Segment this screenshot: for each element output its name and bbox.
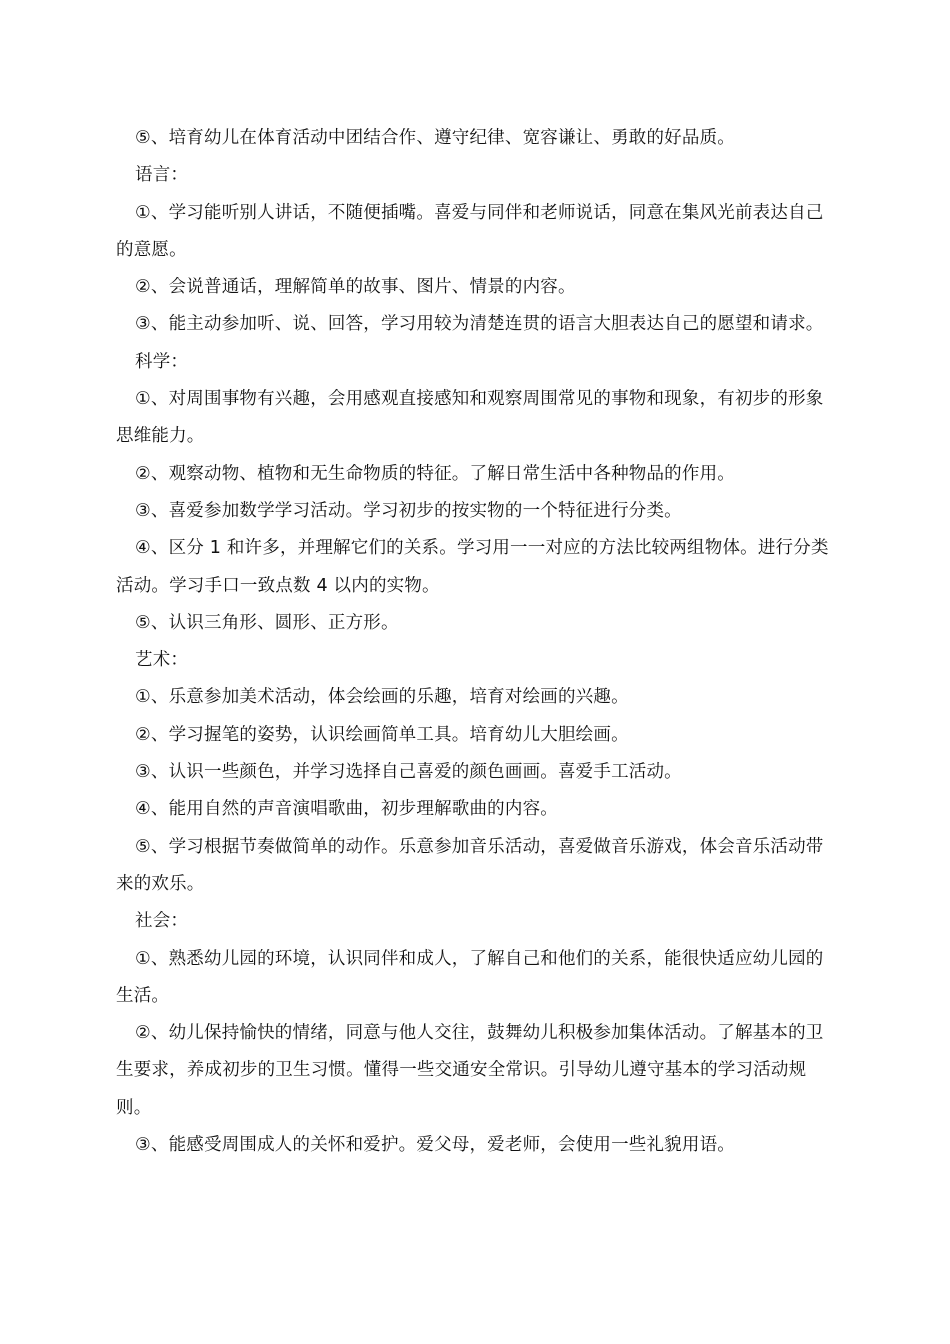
section-heading-society: 社会： <box>135 911 189 932</box>
section-heading-art: 艺术： <box>135 650 189 671</box>
goal-item: ③、认识一些颜色，并学习选择自己喜爱的颜色画画。喜爱手工活动。 <box>135 762 682 783</box>
goal-item: ⑤、培育幼儿在体育活动中团结合作、遵守纪律、宽容谦让、勇敢的好品质。 <box>135 128 735 148</box>
section-heading-science: 科学： <box>135 351 189 372</box>
goal-item: ③、能感受周围成人的关怀和爱护。爱父母，爱老师，会使用一些礼貌用语。 <box>135 1135 735 1156</box>
goal-item: ①、乐意参加美术活动，体会绘画的乐趣，培育对绘画的兴趣。 <box>135 687 629 708</box>
goal-item: ⑤、认识三角形、圆形、正方形。 <box>135 612 399 633</box>
goal-item: ②、会说普通话，理解简单的故事、图片、情景的内容。 <box>135 277 576 298</box>
goal-item: ②、观察动物、植物和无生命物质的特征。了解日常生活中各种物品的作用。 <box>135 463 735 484</box>
goal-item: ①、对周围事物有兴趣，会用感观直接感知和观察周围常见的事物和现象，有初步的形象思维能力。 <box>116 389 824 447</box>
goal-item: ③、喜爱参加数学学习活动。学习初步的按实物的一个特征进行分类。 <box>135 500 682 521</box>
goal-item: ④、能用自然的声音演唱歌曲，初步理解歌曲的内容。 <box>135 799 558 820</box>
goal-item: ①、学习能听别人讲话，不随便插嘴。喜爱与同伴和老师说话，同意在集风光前表达自己的意愿。 <box>116 202 824 260</box>
section-heading-language: 语言： <box>135 165 189 186</box>
goal-item: ②、幼儿保持愉快的情绪，同意与他人交往，鼓舞幼儿积极参加集体活动。了解基本的卫生要求，养成初步的卫生习惯。懂得一些交通安全常识。引导幼儿遵守基本的学习活动规则。 <box>116 1023 824 1118</box>
goal-item: ④、区分 1 和许多，并理解它们的关系。学习用一一对应的方法比较两组物体。进行分类活动。学习手口一致点数 4 以内的实物。 <box>116 538 829 596</box>
goal-item: ③、能主动参加听、说、回答，学习用较为清楚连贯的语言大胆表达自己的愿望和请求。 <box>135 314 824 335</box>
goal-item: ⑤、学习根据节奏做简单的动作。乐意参加音乐活动，喜爱做音乐游戏，体会音乐活动带来的欢乐。 <box>116 836 824 894</box>
goal-item: ②、学习握笔的姿势，认识绘画简单工具。培育幼儿大胆绘画。 <box>135 724 629 745</box>
goal-item: ①、熟悉幼儿园的环境，认识同伴和成人，了解自己和他们的关系，能很快适应幼儿园的生活。 <box>116 948 824 1006</box>
document-body <box>116 120 836 1164</box>
